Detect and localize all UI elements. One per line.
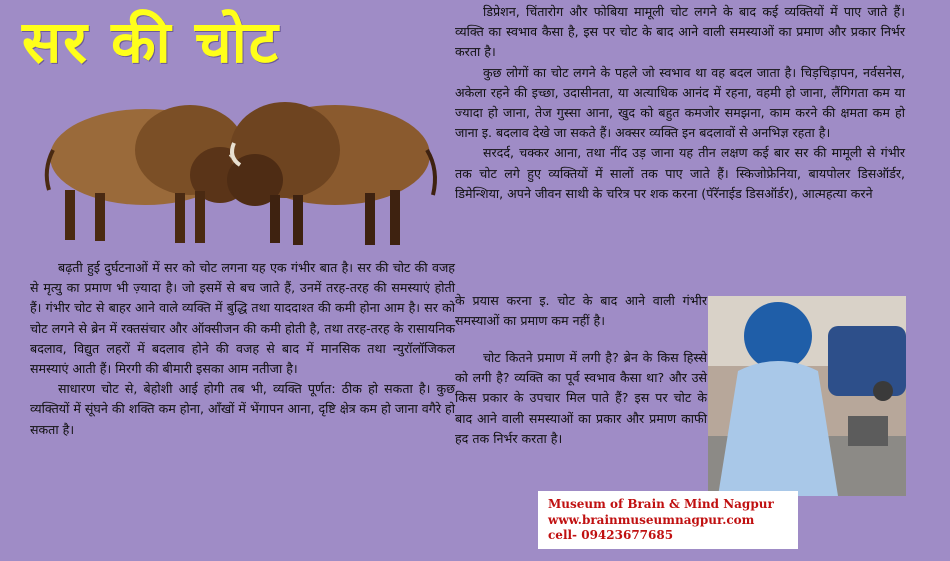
left-article-column	[30, 258, 455, 440]
right-article-questions	[455, 348, 707, 449]
paragraph: के प्रयास करना इ. चोट के बाद आने वाली गंभीर समस्याओं का प्रमाण कम नहीं है।	[455, 293, 707, 329]
museum-name: Museum of Brain & Mind Nagpur	[548, 497, 774, 511]
paragraph: चोट कितने प्रमाण में लगी है? ब्रेन के किस हिस्से को लगी है? व्यक्ति का पूर्व स्वभाव कैसा था? और उसे किस प्रकार के उपचार मिल पाते हैं? इस पर चोट के बाद आने वाली समस्याओं का प्रकार और प्रमाण काफी हद तक निर्भर करता है।	[455, 350, 707, 446]
left-bison	[47, 105, 250, 243]
bison-illustration	[35, 95, 445, 255]
paragraph: सरदर्द, चक्कर आना, तथा नींद उड़ जाना यह तीन लक्षण कई बार सर की मामूली से गंभीर तक चोट लगे हुए व्यक्तियों में सालों तक पाए जाते हैं। स्किजोफ्रेनिया, बायपोलर डिसऑर्डर, डिमेन्शिया, अपने जीवन साथी के चरित्र पर शक करना (पॅरॅनाईड डिसऑर्डर), आत्महत्या करने	[455, 145, 905, 201]
page-title: सर की चोट	[22, 8, 280, 76]
right-bison	[227, 102, 435, 245]
museum-credit-box	[538, 491, 798, 549]
right-article-column	[455, 2, 905, 204]
right-article-continuation	[455, 291, 707, 331]
paragraph: कुछ लोगों का चोट लगने के पहले जो स्वभाव था वह बदल जाता है। चिड़चिड़ापन, नर्वसनेस, अकेला रहने की इच्छा, उदासीनता, या अत्याधिक आनंद में रहना, वहमी हो जाना, लैंगिगता कम या ज्यादा हो जाना, तेज गुस्सा आना, खुद को बहुत कमजोर समझना, काम करने की क्षमता कम हो जाना इ. बदलाव देखे जा सकते हैं। अक्सर व्यक्ति इन बदलावों से अनभिज्ञ रहता है।	[455, 64, 905, 141]
paragraph: साधारण चोट से, बेहोशी आई होगी तब भी, व्यक्ति पूर्णत: ठीक हो सकता है। कुछ व्यक्तियों में सूंघने की शक्ति कम होना, आँखों में भेंगापन आना, दृष्टि क्षेत्र कम हो जाना वगैरे हो सकता है।	[30, 381, 455, 437]
paragraph: बढ़ती हुई दुर्घटनाओं में सर को चोट लगना यह एक गंभीर बात है। सर की चोट की वजह से मृत्यु का प्रमाण भी ज़्यादा है। जो इसमें से बच जाते हैं, उनमें तरह-तरह की समस्याएं होती हैं। गंभीर चोट से बाहर आने वाले व्यक्ति में बुद्धि तथा याददाश्त की कमी होना आम है। सर को चोट लगने से ब्रेन में रक्तसंचार और ऑक्सीजन की कमी होती है, तथा तरह-तरह के रासायनिक बदलाव, विद्युत लहरों में बदलाव होने की वजह से बाद में मानसिक तथा न्युरॉलॉजिकल समस्याएं आती हैं। मिरगी की बीमारी इसका आम नतीजा है।	[30, 260, 455, 377]
helmet-rider-photo	[708, 296, 906, 496]
museum-phone: cell- 09423677685	[548, 528, 674, 542]
museum-website: www.brainmuseumnagpur.com	[548, 512, 755, 527]
paragraph: डिप्रेशन, चिंतारोग और फोबिया मामूली चोट लगने के बाद कई व्यक्तियों में पाए जाते हैं। व्यक्ति का स्वभाव कैसा है, इस पर चोट के बाद आने वाली समस्याओं का प्रमाण और प्रकार निर्भर करता है।	[455, 4, 905, 60]
